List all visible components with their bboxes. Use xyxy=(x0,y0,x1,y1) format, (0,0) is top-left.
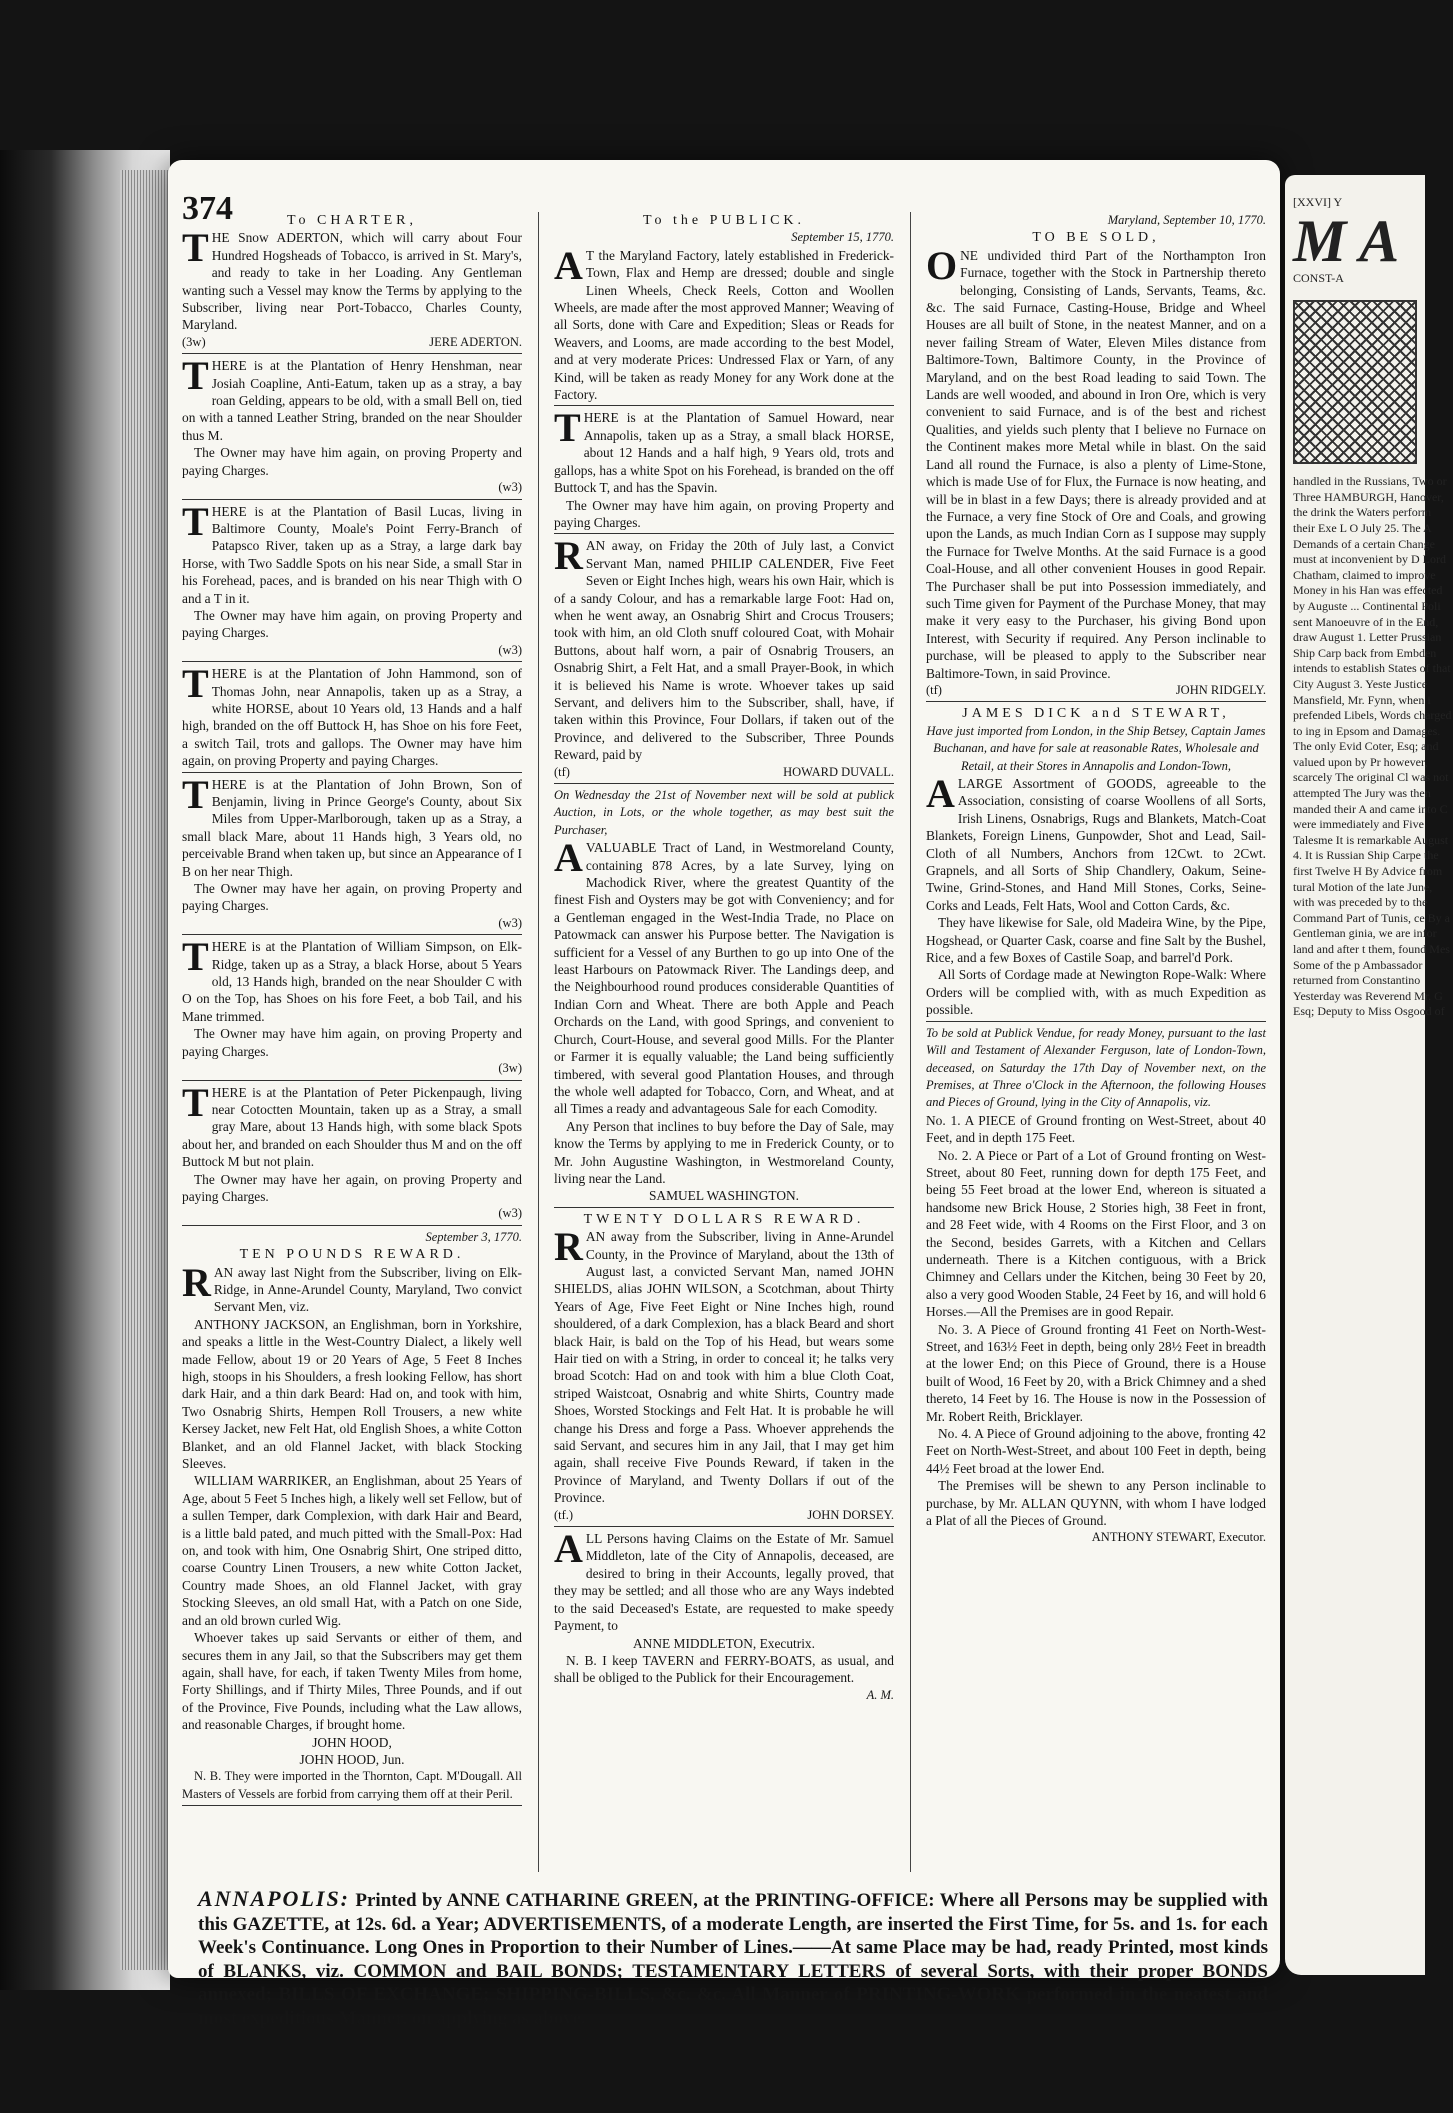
stray-body: HERE is at the Plantation of Peter Pickenpaugh, living near Cotoctten Mountain, taken up as a Stray, a small gray Mare, about 13 Hands high, with some black Spots about her, and branded on each Shoulder thus M and on the off Buttock M but not plain. xyxy=(182,1084,522,1170)
stray-body: HERE is at the Plantation of John Hammond, son of Thomas John, near Annapolis, taken up as a Stray, a white HORSE, about 10 Years old, 13 Hands and a half high, branded on the off Buttock H, has Shoe on his fore Feet, a switch Tail, trots and gallops. The Owner may have him again, on proving Property and paying Charges. xyxy=(182,666,522,769)
charter-heading: To CHARTER, xyxy=(286,213,418,228)
ad-signature: HOWARD DUVALL. xyxy=(783,764,894,779)
stray-ad: THERE is at the Plantation of Peter Pickenpaugh, living near Cotoctten Mountain, taken up as a Stray, a small gray Mare, about 13 Hands high, with some black Spots about her, and branded on each Shoulder thus M and on the off Buttock M but not plain. The Owner may have her again, on proving Property and paying Charges. (w3) xyxy=(182,1084,522,1226)
goods-paragraph: They have likewise for Sale, old Madeira Wine, by the Pipe, Hogshead, or Quarter Cask, coarse and fine Salt by the Bushel, Rice, and a few Boxes of Castile Soap, and barrel'd Pork. xyxy=(926,915,1266,966)
twenty-dollars-heading: TWENTY DOLLARS REWARD. xyxy=(583,1211,865,1227)
estate-notice: ALL Persons having Claims on the Estate of Mr. Samuel Middleton, late of the City of Annapolis, deceased, are desired to bring in their Accounts, legally proved, that they may be settled; and all those who are any Ways indebted to the said Deceased's Estate, are requested to make speedy Payment, to ANNE MIDDLETON, Executrix. N. B. I keep TAVERN and FERRY-BOATS, as usual, and shall be obliged to the Publick for their Encouragement. A. M. xyxy=(554,1530,894,1706)
newspaper-page xyxy=(168,160,1280,2029)
facing-page-text xyxy=(1293,195,1453,1020)
stray-owner: The Owner may have him again, on proving Property and paying Charges. xyxy=(182,607,522,641)
estate-nota-bene: N. B. I keep TAVERN and FERRY-BOATS, as usual, and shall be obliged to the Publick for their Encouragement. xyxy=(554,1652,894,1686)
ad-mark: (tf.) xyxy=(554,1507,574,1522)
goods-heading: JAMES DICK and STEWART, xyxy=(962,706,1230,722)
ad-mark: (3w) xyxy=(182,334,206,349)
stray-owner: The Owner may have him again, on proving Property and paying Charges. xyxy=(182,445,522,478)
imprint-lead: ANNAPOLIS: xyxy=(198,1886,351,1911)
factory-ad: To the PUBLICK. September 15, 1770. A T the Maryland Factory, lately established in Frederick-Town, Flax and Hemp are dressed; double and single Linen Wheels, Check Reels, Cotton and Woollen Wheels, are made after the most approved Manner; Weaving of all Sorts, done with Care and Expedition; Sleas or Reads for Weavers, and Looms, are made according to the best Model, and at very moderate Prices: Undressed Flax or Yarn, of any Kind, will be taken as ready Money for any Work done at the Factory. xyxy=(554,212,894,406)
stray-ad: THERE is at the Plantation of Henry Henshman, near Josiah Coapline, Anti-Eatum, taken up as a stray, a bay roan Gelding, appears to be old, with a small Bell on, tied on with a tanned Leather String, branded on the near Shoulder thus M. The Owner may have him again, on proving Property and paying Charges. (w3) xyxy=(182,357,522,499)
stray-ad: THERE is at the Plantation of John Hammond, son of Thomas John, near Annapolis, taken up as a Stray, a white HORSE, about 10 Years old, 13 Hands and a half high, branded on the off Buttock H, has Shoe on his fore Feet, a switch Tail, trots and gallops. The Owner may have him again, on proving Property and paying Charges. xyxy=(182,665,522,772)
stray-ad: THERE is at the Plantation of Samuel Howard, near Annapolis, taken up as a Stray, a small black HORSE, about 12 Hands and a half high, 9 Years old, trots and gallops, has a white Spot on his Forehead, is branded on the off Buttock T, and has the Spavin. The Owner may have him again, on proving Property and paying Charges. xyxy=(554,409,894,534)
ad-mark: (tf) xyxy=(554,764,570,779)
column-2 xyxy=(554,212,894,1882)
ad-mark: (tf) xyxy=(926,682,942,697)
ad-mark: (3w) xyxy=(498,1061,522,1076)
stray-body: HERE is at the Plantation of William Simpson, on Elk-Ridge, taken up as a Stray, a black Horse, about 5 Years old, 13 Hands high, branded on the near Shoulder C with O on the Top, has Shoes on his fore Feet, a bob Tail, and his Mane trimmed. xyxy=(182,939,522,1024)
ad-mark: (w3) xyxy=(498,1206,522,1221)
stray-owner: The Owner may have him again, on proving Property and paying Charges. xyxy=(554,497,894,530)
vendue-lot: No. 3. A Piece of Ground fronting 41 Feet on North-West-Street, and 163½ Feet in depth, being only 28½ Feet in breadth at the lower End; on this Piece of Ground, there is a House built of Wood, 16 Feet by 20, with a Brick Chimney and a shed thereto, 14 Feet by 16. The House is now in the Possession of Mr. Robert Reith, Bricklayer. xyxy=(926,1321,1266,1424)
stray-owner: The Owner may have her again, on proving Property and paying Charges. xyxy=(182,881,522,914)
facing-fragment: handled in the Russians, Two or Three HAMBURGH, Hanover, the drink the Waters perform their Exe L O July 25. The A Demands of a certain Change must at inconvenient by D Lord Chatham, claimed to improve Money in his Han was effected by Auguste ... Continental Poli sent Manoeuvre of in the End, draw August 1. Letter Prussian Ship Carp back from Embden intends to establish States of that City August 3. Yeste Justice Mansfield, Mr. Fynn, when i prefended Libels, Words charged to ing in Epsom and Damages. The only Evid Coter, Esq; and valued upon by Pr however, scarcely The original Cl was not attempted The Jury was then manded their A and came into C were immediately and Five Talesme It is remarkable August 4. It is Russian Ship Carpe the first Twelve H By Advice from tural Motion of the late June, with was preceded by to the Command Part of Tunis, ce By a Gentleman ginia, we are infor land and after t them, found Mes Some of the p Ambassador returned from Constantino Yesterday was Reverend Mr. G Esq; Deputy to Miss Osgood of xyxy=(1293,474,1452,1019)
vendue-lot: No. 2. A Piece or Part of a Lot of Ground fronting on West-Street, about 80 Feet, running down for depth 175 Feet, and being 55 Feet broad at the lower End, whereon is situated a handsome new Brick House, 2 Stories high, 38 Feet in front, and 28 Feet wide, with 4 Rooms on the First Floor, and 3 on the Second, besides Garrets, with a Kitchen and Cellars underneath. There is a Kitchen contiguous, with a Brick Chimney and Cellars under the Kitchen, being 30 Feet by 20, also a very good Wooden Stable, 24 Feet by 16, and will hold 6 Horses.—All the Premises are in good Repair. xyxy=(926,1147,1266,1320)
vendue-heading: To be sold at Publick Vendue, for ready Money, pursuant to the last Will and Testament of Alexander Ferguson, late of London-Town, deceased, on Saturday the 17th Day of November next, on the Premises, at Three o'Clock in the Afternoon, the following Houses and Pieces of Ground, lying in the City of Annapolis, viz. xyxy=(926,1025,1266,1110)
ad-signature: ANNE MIDDLETON, Executrix. xyxy=(633,1635,815,1651)
ad-mark: (w3) xyxy=(498,480,522,495)
stray-owner: The Owner may have him again, on proving Property and paying Charges. xyxy=(182,1026,522,1059)
stray-body: HERE is at the Plantation of Samuel Howard, near Annapolis, taken up as a Stray, a small black HORSE, about 12 Hands and a half high, 9 Years old, trots and gallops, has a white Spot on his Forehead, is branded on the off Buttock T, and has the Spavin. xyxy=(554,410,894,496)
reward-ad: September 3, 1770. TEN POUNDS REWARD. RAN away last Night from the Subscriber, living on Elk-Ridge, in Anne-Arundel County, Maryland, Two convict Servant Men, viz. ANTHONY JACKSON, an Englishman, born in Yorkshire, and speaks a little in the West-Country Dialect, a likely well made Fellow, about 19 or 20 Years of Age, 5 Feet 8 Inches high, stoops in his Shoulders, a fresh looking Fellow, has short dark Hair, and a thin dark Beard: Had on, and took with him, Two Osnabrig Shirts, Hempen Roll Trousers, a new white Kersey Jacket, new Felt Hat, old English Shoes, a white Cotton Blanket, and an old Flannel Jacket, with black Stocking Sleeves. WILLIAM WARRIKER, an Englishman, about 25 Years of Age, about 5 Feet 5 Inches high, a likely well set Fellow, but of a sullen Temper, dark Complexion, with dark Hair and Beard, is a little bald pated, and much pitted with the Small-Pox: Had on, and took with him, One Osnabrig Shirt, One striped ditto, coarse Country Linen Trousers, a new white Cotton Jacket, Country made Shoes, an old Flannel Jacket, with gray Stocking Sleeves, an old small Hat, with a Patch on one Side, and an old brown curled Wig. Whoever takes up said Servants or either of them, and secures them in any Jail, so that the Subscribers may get them again, shall have, for each, if taken Twenty Miles from home, Forty Shillings, and if Thirty Miles, Three Pounds, and if out of the Province, Five Pounds, including what the Law allows, and reasonable Charges, if brought home. JOHN HOOD, JOHN HOOD, Jun. N. B. They were imported in the Thornton, Capt. M'Dougall. All Masters of Vessels are forbid from carrying them off at their Peril. xyxy=(182,1229,522,1806)
charter-body: HE Snow ADERTON, which will carry about Four Hundred Hogsheads of Tobacco, is arrived in St. Mary's, and ready to take in her Loading. Any Gentleman wanting such a Vessel may know the Terms by applying to the Subscriber, living near Port-Tobacco, Charles County, Maryland. xyxy=(182,230,522,333)
ad-mark: (w3) xyxy=(498,915,522,930)
twenty-dollars-body: AN away from the Subscriber, living in Anne-Arundel County, in the Province of Maryland, about the 13th of August last, a convicted Servant Man, named JOHN SHIELDS, alias JOHN WILSON, a Scotchman, about Thirty Years of Age, Five Feet Eight or Nine Inches high, round shouldered, of a dark Complexion, has a black Beard and short black Hair, is bald on the Top of his Head, but wears some Hair tied on with a String, in order to conceal it; he talks very broad Scotch: Had on and took with him a blue Cloth Coat, striped Waistcoat, Osnabrig and white Shirts, Country made Shoes, Worsted Stockings and Felt Hat. It is probable he will change his Dress and forge a Pass. Whoever apprehends the said Servant, and secures him in any Jail, that I may get him again, shall receive Five Pounds Reward, if taken in the Province of Maryland, and Twenty Dollars if out of the Province. xyxy=(554,1229,894,1506)
page-number: 374 xyxy=(182,190,233,227)
furnace-body: NE undivided third Part of the Northampton Iron Furnace, together with the Stock in Partnership thereto belonging, Consisting of Lands, Servants, Teams, &c. &c. The said Furnace, Casting-House, Bridge and Wheel Houses are all built of Stone, in the neatest Manner, and on a never failing Stream of Water, Eleven Miles distance from Baltimore-Town, Baltimore County, in the Province of Maryland, and on the best Road leading to said Town. The Lands are well wooded, and abound in Iron Ore, which is very convenient to said Furnace, and is of the best and richest Qualities, and yields such plenty that I believe no Furnace on the Continent makes more Metal while in blast. On the said Land all round the Furnace, is also a plenty of Lime-Stone, which is made Use of for Flux, the Furnace is now heating, and will be in blast in a few Days; there is already provided and at the Furnace, a very fine Stock of Ore and Coals, and growing upon the Lands, as much Indian Corn as I suppose may supply the Furnace for Twelve Months. At the said Furnace is a good Coal-House, and all other convenient Houses in good Repair. The Purchaser shall be put into Possession immediately, and such Time given for Payment of the Purchase Money, that may make it very easy to the Purchaser, his giving Bond upon Interest, with Security if required. Any Person inclinable to purchase, will be pleased to apply to the Subscriber near Baltimore-Town, in said Province. xyxy=(926,247,1266,681)
estate-body: LL Persons having Claims on the Estate of Mr. Samuel Middleton, late of the City of Annapolis, deceased, are desired to bring in their Accounts, legally proved, that they may be settled; and all those who are any Ways indebted to the said Deceased's Estate, are requested to make speedy Payment, to xyxy=(554,1531,894,1634)
facing-const: CONST-A xyxy=(1293,270,1344,285)
ad-signature: SAMUEL WASHINGTON. xyxy=(648,1188,800,1204)
ad-signature: JERE ADERTON. xyxy=(429,334,522,349)
reward-body: AN away last Night from the Subscriber, living on Elk-Ridge, in Anne-Arundel County, Maryland, Two convict Servant Men, viz. xyxy=(213,1264,522,1315)
ad-date: Maryland, September 10, 1770. xyxy=(1107,213,1266,227)
reward-heading: TEN POUNDS REWARD. xyxy=(239,1247,465,1263)
facing-page xyxy=(1285,175,1452,1975)
reward-nota-bene: N. B. They were imported in the Thornton, Capt. M'Dougall. All Masters of Vessels are forbid from carrying them off at their Peril. xyxy=(182,1769,522,1801)
ad-signature: JOHN HOOD, xyxy=(312,1734,392,1750)
stray-ad: THERE is at the Plantation of John Brown, Son of Benjamin, living in Prince George's County, about Six Miles from Upper-Marlborough, taken up as a Stray, a small black Mare, about 11 Hands high, 3 Years old, no perceivable Brand when taken up, but since an Appearance of I B on her near Thigh. The Owner may have her again, on proving Property and paying Charges. (w3) xyxy=(182,776,522,936)
goods-ad: JAMES DICK and STEWART, Have just imported from London, in the Ship Betsey, Captain James Buchanan, and have for sale at reasonable Rates, Wholesale and Retail, at their Stores in Annapolis and London-Town, ALARGE Assortment of GOODS, agreeable to the Association, consisting of coarse Woollens of all Sorts, Irish Linens, Osnabrigs, Rugs and Blankets, Match-Coat Blankets, Foreign Linens, Gunpowder, Shot and Lead, Sail-Cloth of all Numbers, Anchors from 12Cwt. to 2Cwt. Grapnels, and all Sorts of Ship Chandlery, Oakum, Seine-Twine, Grind-Stones, and Hand Mill Stones, Corks, Seine-Corks and Leads, Felt Hats, Wool and Cotton Cards, &c. They have likewise for Sale, old Madeira Wine, by the Pipe, Hogshead, or Quarter Cask, coarse and fine Salt by the Bushel, Rice, and a few Boxes of Castile Soap, and barrel'd Pork. All Sorts of Cordage made at Newington Rope-Walk: Where Orders will be complied with, with as much Expedition as possible. xyxy=(926,705,1266,1021)
stray-body: HERE is at the Plantation of Basil Lucas, living in Baltimore County, Moale's Point Ferry-Branch of Patapsco River, taken up as a Stray, a large dark bay Horse, with Two Saddle Spots on his near Side, a small Star in his Forehead, paces, and is branded on his near Thigh with O and a T in it. xyxy=(182,503,522,606)
reward-paragraph: WILLIAM WARRIKER, an Englishman, about 25 Years of Age, about 5 Feet 5 Inches high, a likely well set Fellow, but of a sullen Temper, dark Complexion, with dark Hair and Beard, is a little bald pated, and much pitted with the Small-Pox: Had on, and took with him, One Osnabrig Shirt, One striped ditto, coarse Country Linen Trousers, a new white Cotton Jacket, Country made Shoes, an old Flannel Jacket, with gray Stocking Sleeves, an old small Hat, with a Patch on one Side, and an old brown curled Wig. xyxy=(182,1473,522,1628)
stray-body: HERE is at the Plantation of John Brown, Son of Benjamin, living in Prince George's County, about Six Miles from Upper-Marlborough, taken up as a Stray, a small black Mare, about 11 Hands high, 3 Years old, no perceivable Brand when taken up, but since an Appearance of I B on her near Thigh. xyxy=(182,776,522,879)
printer-imprint xyxy=(198,1887,1268,2030)
ad-date: September 15, 1770. xyxy=(791,230,894,245)
vendue-ad xyxy=(926,1025,1266,1549)
auction-paragraph: Any Person that inclines to buy before the Day of Sale, may know the Terms by applying to me in Frederick County, or to Mr. John Augustine Washington, in Westmoreland County, living near the Land. xyxy=(554,1118,894,1186)
auction-body: VALUABLE Tract of Land, in Westmoreland County, containing 878 Acres, by a late Survey, lying on Machodick River, where the greatest Quantity of the finest Fish and Oysters may be got with Conveniency; and for a Gentleman engaged in the West-India Trade, no Place on Patowmack can answer his Purpose better. The Navigation is sufficient for a Vessel of any Burthen to go up into One of the least Harbours on Patowmack River. The Landings deep, and the Neighbourhood round produces considerable Quantities of Indian Corn and Wheat. There are both Apple and Peach Orchards on the Land, with good Springs, and convenient to Church, Court-House, and several good Mills. For the Planter or Farmer it is equally valuable; the Land being sufficiently timbered, with several good Plantation Houses, and through the whole well adapted for Tobacco, Corn, and Wheat, and at all Times a ready and advantageous Sale for each Comodity. xyxy=(554,840,894,1117)
column-rule xyxy=(538,212,539,1872)
ad-mark: (w3) xyxy=(498,642,522,657)
auction-ad: On Wednesday the 21st of November next will be sold at publick Auction, in Lots, or the whole together, as may best suit the Purchaser, AVALUABLE Tract of Land, in Westmoreland County, containing 878 Acres, by a late Survey, lying on Machodick River, where the greatest Quantity of the finest Fish and Oysters may be got with Conveniency; and for a Gentleman engaged in the West-India Trade, no Place on Patowmack can answer his Purpose better. The Navigation is sufficient for a Vessel of any Burthen to go up into One of the least Harbours on Patowmack River. The Landings deep, and the Neighbourhood round produces considerable Quantities of Indian Corn and Wheat. There are both Apple and Peach Orchards on the Land, with good Springs, and convenient to Church, Court-House, and several good Mills. For the Planter or Farmer it is equally valuable; the Land being sufficiently timbered, with several good Plantation Houses, and through the whole well adapted for Tobacco, Corn, and Wheat, and at all Times a ready and advantageous Sale for each Comodity. Any Person that inclines to buy before the Day of Sale, may know the Terms by applying to me in Frederick County, or to Mr. John Augustine Washington, in Westmoreland County, living near the Land. SAMUEL WASHINGTON. xyxy=(554,787,894,1208)
furnace-heading: TO BE SOLD, xyxy=(1032,230,1160,246)
runaway-body: AN away, on Friday the 20th of July last, a Convict Servant Man, named PHILIP CALENDER, Five Feet Seven or Eight Inches high, wears his own Hair, which is of a sandy Colour, and has a remarkable large Foot: Had on, when he went away, an Osnabrig Shirt and Crocus Trousers; took with him, an old Cloth snuff coloured Coat, with Mohair Buttons, about half worn, a pair of Osnabrig Trousers, an Osnabrig Shirt, a Felt Hat, and a small Prayer-Book, in which it is believed his Name is wrote. Whoever takes up said Servant, and delivers him to the Subscriber, shall, have, if taken within this Province, Four Dollars, if taken out of the Province, and delivered to the Subscriber, Three Pounds Reward, paid by xyxy=(554,538,894,763)
goods-paragraph: All Sorts of Cordage made at Newington Rope-Walk: Where Orders will be complied with, with as much Expedition as possible. xyxy=(926,967,1266,1018)
reward-paragraph: Whoever takes up said Servants or either of them, and secures them in any Jail, so that the Subscribers may get them again, shall have, for each, if taken Twenty Miles from home, Forty Shillings, and if Thirty Miles, Three Pounds, and if out of the Province, Five Pounds, including what the Law allows, and reasonable Charges, if brought home. xyxy=(182,1630,522,1733)
column-1 xyxy=(182,212,522,1882)
ad-signature: JOHN DORSEY. xyxy=(807,1507,894,1522)
imprint-text: Printed by ANNE CATHARINE GREEN, at the PRINTING-OFFICE: Where all Persons may be supplied with this GAZETTE, at 12s. 6d. a Year; ADVERTISEMENTS, of a moderate Length, are inserted the First Time, for 5s. and 1s. for each Week's Continuance. Long Ones in Proportion to their Number of Lines.——At same Place may be had, ready Printed, most kinds of BLANKS, viz. COMMON and BAIL BONDS; TESTAMENTARY LETTERS of several Sorts, with their proper BONDS annexed; BILLS OF EXCHANGE; SHIPPING-BILLS, &c. &c. All Manner of PRINTING-WORK performed in the neatest and most expeditious Manner, on applying as above. xyxy=(198,1890,1268,2029)
stray-ad: THERE is at the Plantation of William Simpson, on Elk-Ridge, taken up as a Stray, a black Horse, about 5 Years old, 13 Hands high, branded on the near Shoulder C with O on the Top, has Shoes on his fore Feet, a bob Tail, and his Mane trimmed. The Owner may have him again, on proving Property and paying Charges. (3w) xyxy=(182,938,522,1080)
vendue-lot: No. 1. A PIECE of Ground fronting on West-Street, about 40 Feet, and in depth 175 Feet. xyxy=(926,1112,1266,1146)
runaway-ad: RAN away, on Friday the 20th of July last, a Convict Servant Man, named PHILIP CALENDER, Five Feet Seven or Eight Inches high, wears his own Hair, which is of a sandy Colour, and has a remarkable large Foot: Had on, when he went away, an Osnabrig Shirt and Crocus Trousers; took with him, an old Cloth snuff coloured Coat, with Mohair Buttons, about half worn, a pair of Osnabrig Trousers, an Osnabrig Shirt, a Felt Hat, and a small Prayer-Book, in which it is believed his Name is wrote. Whoever takes up said Servant, and delivers him to the Subscriber, shall, have, if taken within this Province, Four Dollars, if taken out of the Province, and delivered to the Subscriber, Three Pounds Reward, paid by (tf) HOWARD DUVALL. xyxy=(554,537,894,784)
stray-ad: THERE is at the Plantation of Basil Lucas, living in Baltimore County, Moale's Point Ferry-Branch of Patapsco River, taken up as a Stray, a large dark bay Horse, with Two Saddle Spots on his near Side, a small Star in his Forehead, paces, and is branded on his near Thigh with O and a T in it. The Owner may have him again, on proving Property and paying Charges. (w3) xyxy=(182,503,522,663)
vendue-lot: No. 4. A Piece of Ground adjoining to the above, fronting 42 Feet on North-West-Street, and about 100 Feet in depth, being 44½ Feet broad at the lower End. xyxy=(926,1426,1266,1476)
stray-owner: The Owner may have her again, on proving Property and paying Charges. xyxy=(182,1171,522,1204)
charter-ad: To CHARTER, THE Snow ADERTON, which will carry about Four Hundred Hogsheads of Tobacco, is arrived in St. Mary's, and ready to take in her Loading. Any Gentleman wanting such a Vessel may know the Terms by applying to the Subscriber, living near Port-Tobacco, Charles County, Maryland. (3w) JERE ADERTON. xyxy=(182,212,522,354)
factory-body: T the Maryland Factory, lately established in Frederick-Town, Flax and Hemp are dressed; double and single Linen Wheels, Check Reels, Cotton and Woollen Wheels, are made after the most approved Manner; Weaving of all Sorts, done with Care and Expedition; Sleas or Reads for Weavers, and Looms, are made according to the best Model, and at very moderate Prices: Undressed Flax or Yarn, of any Kind, will be taken as ready Money for any Work done at the Factory. xyxy=(554,247,894,403)
ad-signature: ANTHONY STEWART, Executor. xyxy=(1091,1530,1266,1545)
twenty-dollars-ad: TWENTY DOLLARS REWARD. RAN away from the Subscriber, living in Anne-Arundel County, in the Province of Maryland, about the 13th of August last, a convicted Servant Man, named JOHN SHIELDS, alias JOHN WILSON, a Scotchman, about Thirty Years of Age, Five Feet Eight or Nine Inches high, round shouldered, of a dark Complexion, has a black Beard and short black Hair, is bald on the Top of his Head, but wears some Hair tied on with a String, in order to conceal it; he talks very broad Scotch: Had on and took with him a blue Cloth Coat, striped Waistcoat, Osnabrig and white Shirts, Country made Shoes, Worsted Stockings and Felt Hat. It is probable he will change his Dress and forge a Pass. Whoever apprehends the said Servant, and secures him in any Jail, that I may get him again, shall receive Five Pounds Reward, if taken in the Province of Maryland, and Twenty Dollars if out of the Province. (tf.) JOHN DORSEY. xyxy=(554,1211,894,1527)
column-rule xyxy=(910,212,911,1872)
facing-masthead-top: [XXVI] Y xyxy=(1293,195,1343,209)
vendue-closing: The Premises will be shewn to any Person inclinable to purchase, by Mr. ALLAN QUYNN, with whom I have lodged a Plat of all the Pieces of Ground. xyxy=(926,1478,1266,1529)
column-3 xyxy=(926,212,1266,1882)
factory-heading: To the PUBLICK. xyxy=(642,213,806,228)
reward-paragraph: ANTHONY JACKSON, an Englishman, born in Yorkshire, and speaks a little in the West-Country Dialect, a likely well made Fellow, about 19 or 20 Years of Age, 5 Feet 8 Inches high, stoops in his Shoulders, a fresh looking Fellow, has short dark Hair, and a thin dark Beard: Had on, and took with him, Two Osnabrig Shirts, Hempen Roll Trousers, a new white Kersey Jacket, new Felt Hat, old English Shoes, a white Cotton Blanket, and an old Flannel Jacket, with black Stocking Sleeves. xyxy=(182,1316,522,1472)
furnace-ad: Maryland, September 10, 1770. TO BE SOLD, ONE undivided third Part of the Northampton Iron Furnace, together with the Stock in Partnership thereto belonging, Consisting of Lands, Servants, Teams, &c. &c. The said Furnace, Casting-House, Bridge and Wheel Houses are all built of Stone, in the neatest Manner, and on a never failing Stream of Water, Eleven Miles distance from Baltimore-Town, Baltimore County, in the Province of Maryland, and on the best Road leading to said Town. The Lands are well wooded, and abound in Iron Ore, which is very convenient to said Furnace, and is of the best and richest Qualities, and yields such plenty that I believe no Furnace on the Continent makes more Metal while in blast. On the said Land all round the Furnace, is also a plenty of Lime-Stone, which is made Use of for Flux, the Furnace is now heating, and will be in blast in a few Days; there is already provided and at the Furnace, a very fine Stock of Ore and Coals, and growing upon the Lands, as much Indian Corn as I suppose may supply the Furnace for Twelve Months. At the said Furnace is a good Coal-House, and all other convenient Houses in good Repair. The Purchaser shall be put into Possession immediately, and such Time given for Payment of the Purchase Money, that may make it very easy to the Purchaser, his giving Bond upon Interest, with Security if required. Any Person inclinable to purchase, will be pleased to apply to the Subscriber near Baltimore-Town, in said Province. (tf) JOHN RIDGELY. xyxy=(926,212,1266,702)
ad-date: September 3, 1770. xyxy=(425,1229,522,1244)
goods-body: LARGE Assortment of GOODS, agreeable to the Association, consisting of coarse Woollens of all Sorts, Irish Linens, Osnabrigs, Rugs and Blankets, Match-Coat Blankets, Foreign Linens, Gunpowder, Shot and Lead, Sail-Cloth of all Numbers, Anchors from 12Cwt. to 2Cwt. Grapnels, and all Sorts of Ship Chandlery, Oakum, Seine-Twine, Grind-Stones, and Hand Mill Stones, Corks, Seine-Corks and Leads, Felt Hats, Wool and Cotton Cards, &c. xyxy=(926,776,1266,913)
goods-subheading: Have just imported from London, in the Ship Betsey, Captain James Buchanan, and have for sale at reasonable Rates, Wholesale and Retail, at their Stores in Annapolis and London-Town, xyxy=(926,723,1266,773)
page-edges xyxy=(120,170,168,1970)
stray-body: HERE is at the Plantation of Henry Henshman, near Josiah Coapline, Anti-Eatum, taken up as a stray, a bay roan Gelding, appears to be old, with a small Bell on, tied on with a tanned Leather String, branded on the near Shoulder thus M. xyxy=(182,358,522,443)
auction-heading: On Wednesday the 21st of November next will be sold at publick Auction, in Lots, or the whole together, as may best suit the Purchaser, xyxy=(554,788,894,837)
ad-initials: A. M. xyxy=(866,1687,894,1702)
facing-masthead: M A xyxy=(1293,207,1400,274)
ad-signature: JOHN HOOD, Jun. xyxy=(299,1751,405,1767)
ad-signature: JOHN RIDGELY. xyxy=(1175,682,1266,697)
compass-rose-engraving xyxy=(1293,300,1417,464)
columns xyxy=(182,212,1266,1882)
